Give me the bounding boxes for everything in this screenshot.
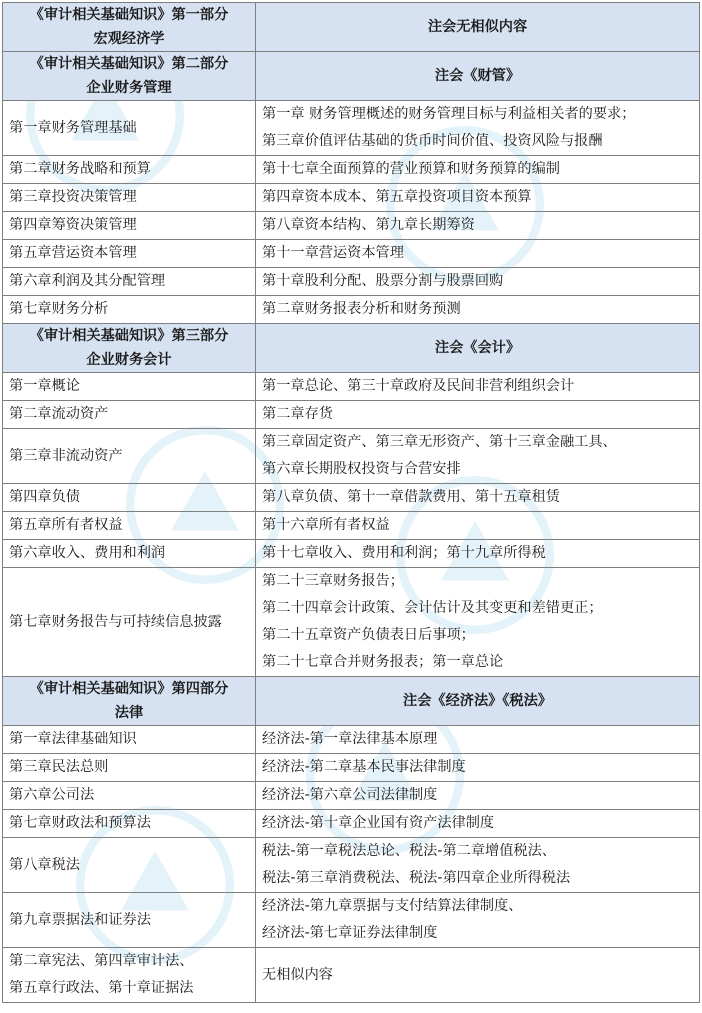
table-row — [3, 212, 700, 240]
cpa-chapter-cell-line: 第二章财务报表分析和财务预测 — [262, 301, 461, 317]
cpa-chapter-cell-line: 经济法-第十章企业国有资产法律制度 — [262, 815, 495, 831]
audit-chapter-cell-line: 第三章投资决策管理 — [9, 189, 137, 205]
audit-chapter-cell — [3, 726, 256, 754]
audit-chapter-cell-line: 第二章流动资产 — [9, 406, 109, 422]
section-header-left — [3, 324, 256, 373]
cpa-chapter-cell — [256, 540, 700, 568]
cpa-chapter-cell — [256, 782, 700, 810]
audit-chapter-cell-line: 第一章概论 — [9, 378, 80, 394]
audit-chapter-cell — [3, 948, 256, 1003]
cpa-chapter-cell-line: 经济法-第二章基本民事法律制度 — [262, 759, 466, 775]
audit-chapter-cell — [3, 268, 256, 296]
table-row — [3, 782, 700, 810]
section-header-left-line: 《审计相关基础知识》第三部分 — [29, 328, 229, 344]
table-row — [3, 810, 700, 838]
audit-chapter-cell — [3, 429, 256, 484]
cpa-chapter-cell-line: 第八章资本结构、第九章长期筹资 — [262, 217, 475, 233]
cpa-chapter-cell-line: 第十一章营运资本管理 — [262, 245, 404, 261]
cpa-chapter-cell-line: 第十章股利分配、股票分割与股票回购 — [262, 273, 504, 289]
audit-chapter-cell — [3, 512, 256, 540]
cpa-chapter-cell — [256, 184, 700, 212]
cpa-chapter-cell-line: 第二十四章会计政策、会计估计及其变更和差错更正； — [262, 600, 603, 616]
table-row — [3, 948, 700, 1003]
audit-chapter-cell-line: 第三章非流动资产 — [9, 447, 123, 464]
section-header-left — [3, 52, 256, 101]
cpa-chapter-cell-line: 第四章资本成本、第五章投资项目资本预算 — [262, 189, 532, 205]
table-row — [3, 512, 700, 540]
section-header-left-line: 企业财务会计 — [86, 352, 172, 368]
audit-chapter-cell-line: 第二章财务战略和预算 — [9, 161, 151, 177]
audit-chapter-cell-line: 第六章公司法 — [9, 787, 95, 803]
cpa-chapter-cell — [256, 156, 700, 184]
table-row — [3, 296, 700, 324]
cpa-chapter-cell-line: 税法-第一章税法总论、税法-第二章增值税法、 — [262, 843, 556, 859]
audit-chapter-cell — [3, 184, 256, 212]
table-row — [3, 156, 700, 184]
section-header-row — [3, 324, 700, 373]
cpa-chapter-cell-line: 第二章存货 — [262, 406, 333, 422]
audit-chapter-cell-line: 第四章负债 — [9, 489, 80, 505]
audit-chapter-cell — [3, 838, 256, 893]
audit-chapter-cell — [3, 101, 256, 156]
audit-chapter-cell-line: 第四章筹资决策管理 — [9, 217, 137, 233]
cpa-chapter-cell — [256, 240, 700, 268]
audit-chapter-cell-line: 第二章宪法、第四章审计法、 — [9, 953, 194, 969]
cpa-chapter-cell-line: 第八章负债、第十一章借款费用、第十五章租赁 — [262, 489, 560, 505]
cpa-chapter-cell-line: 第十六章所有者权益 — [262, 517, 390, 533]
section-header-right: 注会《会计》 — [256, 324, 700, 373]
audit-chapter-cell-line: 第五章营运资本管理 — [9, 245, 137, 261]
table-row — [3, 401, 700, 429]
table-row — [3, 540, 700, 568]
cpa-chapter-cell — [256, 268, 700, 296]
table-row — [3, 726, 700, 754]
cpa-chapter-cell-line: 第一章总论、第三十章政府及民间非营利组织会计 — [262, 378, 575, 394]
section-header-left-line: 企业财务管理 — [86, 80, 172, 96]
audit-chapter-cell-line: 第五章所有者权益 — [9, 517, 123, 533]
cpa-chapter-cell — [256, 401, 700, 429]
table-row — [3, 429, 700, 484]
audit-chapter-cell-line: 第八章税法 — [9, 856, 80, 873]
audit-chapter-cell-line: 第九章票据法和证券法 — [9, 911, 151, 928]
cpa-chapter-cell — [256, 810, 700, 838]
section-header-left-line: 法律 — [114, 705, 144, 721]
audit-chapter-cell — [3, 401, 256, 429]
section-header-row — [3, 52, 700, 101]
section-header-right: 注会无相似内容 — [256, 3, 700, 52]
audit-chapter-cell — [3, 373, 256, 401]
audit-chapter-cell-line: 第七章财务分析 — [9, 301, 109, 317]
audit-chapter-cell-line: 第五章行政法、第十章证据法 — [9, 980, 194, 996]
audit-chapter-cell-line: 第一章财务管理基础 — [9, 119, 137, 136]
section-header-left — [3, 677, 256, 726]
audit-chapter-cell — [3, 240, 256, 268]
audit-chapter-cell — [3, 893, 256, 948]
table-row — [3, 240, 700, 268]
section-header-row — [3, 3, 700, 52]
audit-chapter-cell — [3, 212, 256, 240]
cpa-chapter-cell — [256, 212, 700, 240]
audit-chapter-cell-line: 第六章收入、费用和利润 — [9, 545, 166, 561]
cpa-chapter-cell-line: 第三章价值评估基础的货币时间价值、投资风险与报酬 — [262, 133, 603, 149]
cpa-chapter-cell — [256, 101, 700, 156]
audit-chapter-cell-line: 第六章利润及其分配管理 — [9, 273, 166, 289]
audit-chapter-cell-line: 第七章财务报告与可持续信息披露 — [9, 613, 222, 630]
table-row — [3, 484, 700, 512]
section-header-left — [3, 3, 256, 52]
table-body — [3, 3, 700, 1003]
section-header-right: 注会《财管》 — [256, 52, 700, 101]
cpa-chapter-cell-line: 第十七章全面预算的营业预算和财务预算的编制 — [262, 161, 560, 177]
table-row — [3, 373, 700, 401]
audit-chapter-cell — [3, 484, 256, 512]
table-row — [3, 184, 700, 212]
section-header-left-line: 《审计相关基础知识》第一部分 — [29, 7, 229, 23]
cpa-chapter-cell-line: 经济法-第七章证券法律制度 — [262, 925, 438, 941]
section-header-right: 注会《经济法》《税法》 — [256, 677, 700, 726]
cpa-chapter-cell-line: 第十七章收入、费用和利润；第十九章所得税 — [262, 545, 546, 561]
audit-chapter-cell — [3, 568, 256, 677]
section-header-left-line: 《审计相关基础知识》第四部分 — [29, 681, 229, 697]
cpa-chapter-cell — [256, 726, 700, 754]
cpa-chapter-cell — [256, 512, 700, 540]
table-row — [3, 101, 700, 156]
cpa-chapter-cell-line: 税法-第三章消费税法、税法-第四章企业所得税法 — [262, 870, 571, 886]
cpa-chapter-cell — [256, 568, 700, 677]
comparison-table — [2, 2, 700, 1003]
cpa-chapter-cell — [256, 838, 700, 893]
audit-chapter-cell — [3, 782, 256, 810]
audit-chapter-cell-line: 第一章法律基础知识 — [9, 731, 137, 747]
cpa-chapter-cell — [256, 429, 700, 484]
cpa-chapter-cell-line: 第一章 财务管理概述的财务管理目标与利益相关者的要求； — [262, 106, 636, 122]
cpa-chapter-cell-line: 第二十三章财务报告； — [262, 573, 404, 589]
table-row — [3, 268, 700, 296]
cpa-chapter-cell-line: 第三章固定资产、第三章无形资产、第十三章金融工具、 — [262, 434, 617, 450]
cpa-chapter-cell-line: 第六章长期股权投资与合营安排 — [262, 461, 461, 477]
cpa-chapter-cell — [256, 893, 700, 948]
cpa-chapter-cell-line: 无相似内容 — [262, 966, 333, 983]
section-header-row — [3, 677, 700, 726]
cpa-chapter-cell — [256, 484, 700, 512]
audit-chapter-cell — [3, 810, 256, 838]
cpa-chapter-cell-line: 经济法-第一章法律基本原理 — [262, 731, 438, 747]
audit-chapter-cell — [3, 296, 256, 324]
cpa-chapter-cell-line: 第二十七章合并财务报表；第一章总论 — [262, 654, 504, 670]
section-header-left-line: 宏观经济学 — [93, 31, 165, 47]
table-row — [3, 893, 700, 948]
cpa-chapter-cell — [256, 373, 700, 401]
audit-chapter-cell — [3, 754, 256, 782]
cpa-chapter-cell — [256, 948, 700, 1003]
cpa-chapter-cell-line: 经济法-第九章票据与支付结算法律制度、 — [262, 898, 523, 914]
audit-chapter-cell — [3, 156, 256, 184]
section-header-left-line: 《审计相关基础知识》第二部分 — [29, 56, 229, 72]
table-row — [3, 838, 700, 893]
cpa-chapter-cell-line: 经济法-第六章公司法律制度 — [262, 787, 438, 803]
cpa-chapter-cell — [256, 296, 700, 324]
cpa-chapter-cell-line: 第二十五章资产负债表日后事项； — [262, 627, 475, 643]
audit-chapter-cell-line: 第三章民法总则 — [9, 759, 109, 775]
table-row — [3, 754, 700, 782]
table-row — [3, 568, 700, 677]
audit-chapter-cell — [3, 540, 256, 568]
cpa-chapter-cell — [256, 754, 700, 782]
audit-chapter-cell-line: 第七章财政法和预算法 — [9, 815, 151, 831]
